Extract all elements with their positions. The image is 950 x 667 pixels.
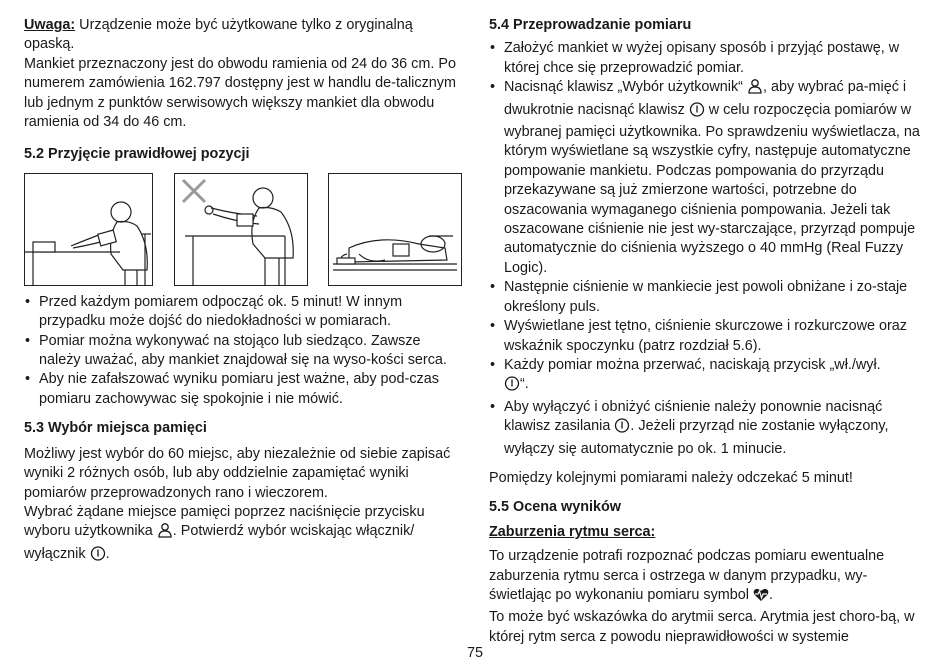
text-span: . xyxy=(768,586,773,603)
section-5-4-heading: 5.4 Przeprowadzanie pomiaru xyxy=(489,17,692,33)
section-5-3-heading: 5.3 Wybór miejsca pamięci xyxy=(24,420,207,437)
note-label: Uwaga: xyxy=(24,17,76,33)
text-span: Każdy pomiar można przerwać, naciskają przycisk „wł./wył. xyxy=(504,356,881,373)
cuff-paragraph: Mankiet przeznaczony jest do obwodu ramienia od 24 do 36 cm. Po numerem zamówienia 162.797 dostępny jest w handlu de-talicznym lub jednym z punktów serwisowych większy mankiet dla obwodu ramienia od 34 do 46 cm. xyxy=(24,55,456,131)
text-span: . Potwierdź wybór wciskając włącznik/ wyłącznik xyxy=(24,523,415,562)
figure-seated-incorrect xyxy=(174,173,308,286)
user-icon xyxy=(747,78,763,100)
list-item xyxy=(489,356,921,398)
list-item: • Założyć mankiet w wyżej opisany sposób i przyjąć postawę, w której chce się przeprowadzić pomiar. xyxy=(489,39,921,78)
arrhythmia-heading: Zaburzenia rytmu serca: xyxy=(489,523,656,540)
wrong-cross-icon xyxy=(183,180,205,202)
text-span: To urządzenie potrafi rozpoznać podczas pomiaru ewentualne zaburzenia rytmu serca i ostrzega w danym przypadku, wy-świetlając po wykonaniu pomiaru symbol xyxy=(489,548,885,603)
section-5-3-paragraph-1: Możliwy jest wybór do 60 miejsc, aby niezależnie od siebie zapisać wyniki 2 różnych osób, lub aby oddzielnie zapamiętać wyniki pomiarów przeprowadzonych rano i wieczorem. xyxy=(24,445,451,501)
figure-lying xyxy=(328,173,462,286)
left-column xyxy=(24,16,462,567)
posture-figures xyxy=(24,173,462,293)
figure-seated-correct xyxy=(24,173,153,286)
list-item: • Pomiar można wykonywać na stojąco lub siedząco. Zawsze należy uważać, aby mankiet znajdował się na wyso-kości serca. xyxy=(24,332,462,371)
list-item xyxy=(489,78,921,278)
right-column xyxy=(489,16,921,647)
list-item: • Aby nie zafałszować wyniku pomiaru jest ważne, aby pod-czas pomiaru zachowywac się spokojnie i nie mówić. xyxy=(24,370,462,409)
list-item: • Przed każdym pomiarem odpocząć ok. 5 minut! W innym przypadku może dojść do niedokładności w pomiarach. xyxy=(24,293,462,332)
text-span: Nacisnąć klawisz „Wybór użytkownik“ xyxy=(504,79,747,96)
note-paragraph xyxy=(24,16,462,55)
text-span: “. xyxy=(520,376,529,393)
power-icon xyxy=(504,375,520,397)
text-span: Wybrać żądane miejsce pamięci poprzez naciśnięcie przycisku wyboru użytkownika xyxy=(24,503,425,540)
section-5-4-bullets xyxy=(489,39,921,459)
arrhythmia-heart-icon xyxy=(753,588,769,608)
power-icon xyxy=(614,417,630,439)
list-item: • Wyświetlane jest tętno, ciśnienie skurczowe i rozkurczowe oraz wskaźnik spoczynku (patrz rozdział 5.6). xyxy=(489,317,921,356)
power-icon xyxy=(90,545,106,567)
arrhythmia-paragraph-2: To może być wskazówka do arytmii serca. Arytmia jest choro-bą, w której rytm serca z powodu nieprawidłowości w systemie xyxy=(489,609,915,645)
text-span: . Jeżeli przyrząd nie zostanie wyłączony, wyłączy się automatycznie po ok. 1 minucie. xyxy=(504,418,889,457)
section-5-3-paragraph-2 xyxy=(24,503,462,567)
arrhythmia-paragraph-1 xyxy=(489,547,921,608)
text-span: w celu rozpoczęcia pomiarów w wybranej pamięci użytkownika. Po sprawdzeniu wyświetlacza, na którym wyświetlane są wszystkie cyfry, następuje automatyczne pompowanie mankietu. Podczas pompowania do przyrządu przekazywane są już zmierzone wartości, potrzebne do oszacowania wymaganego ciśnienia pompowania. Jeżeli tak oszacowane ciśnienie nie jest wy-starczające, przyrząd pompuje automatycznie do ciśnienia wyższego o 40 mmHg (Real Fuzzy Logic). xyxy=(504,101,920,276)
section-5-2-bullets xyxy=(24,293,462,409)
list-item xyxy=(489,398,921,459)
text-span: Aby wyłączyć i obniżyć ciśnienie należy ponownie nacisnąć klawisz zasilania xyxy=(504,398,883,435)
power-icon xyxy=(689,101,705,123)
text-span: , aby wybrać pa-mięć i dwukrotnie nacisnąć klawisz xyxy=(504,79,907,118)
note-text: Urządzenie może być użytkowane tylko z oryginalną opaską. xyxy=(24,17,413,53)
rest-note: Pomiędzy kolejnymi pomiarami należy odczekać 5 minut! xyxy=(489,469,853,486)
text-span: . xyxy=(105,545,110,562)
user-icon xyxy=(157,522,173,544)
list-item: • Następnie ciśnienie w mankiecie jest powoli obniżane i zo-staje określony puls. xyxy=(489,278,921,317)
section-5-5-heading: 5.5 Ocena wyników xyxy=(489,499,621,516)
page-number: 75 xyxy=(466,645,483,661)
section-5-2-heading: 5.2 Przyjęcie prawidłowej pozycji xyxy=(24,146,250,163)
